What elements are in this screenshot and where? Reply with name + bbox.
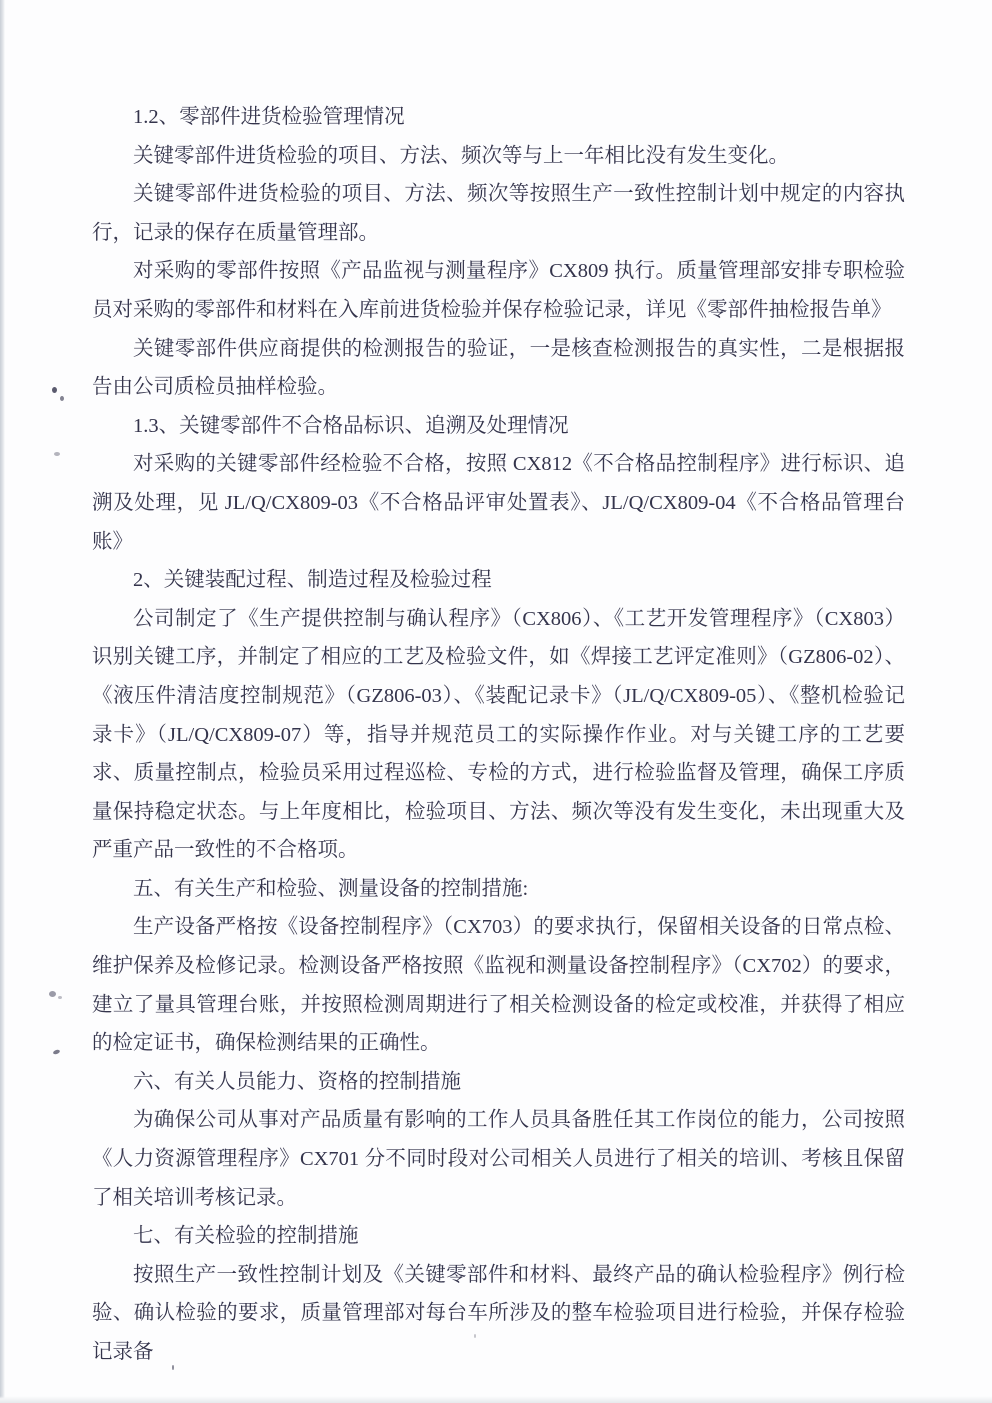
paragraph: 公司制定了《生产提供控制与确认程序》（CX806）、《工艺开发管理程序》（CX803）识别关键工序，并制定了相应的工艺及检验文件，如《焊接工艺评定准则》（GZ806-02）、《液压件清洁度控制规范》（GZ806-03）、《装配记录卡》（JL/Q/CX809-05）、《整机检验记录卡》（JL/Q/CX809-07）等，指导并规范员工的实际操作作业。对与关键工序的工艺要求、质量控制点，检验员采用过程巡检、专检的方式，进行检验监督及管理，确保工序质量保持稳定状态。与上年度相比，检验项目、方法、频次等没有发生变化，未出现重大及严重产品一致性的不合格项。: [92, 607, 905, 862]
section-heading: 七、有关检验的控制措施: [133, 1225, 359, 1248]
scan-edge-left: [0, 0, 5, 1403]
paragraph: 关键零部件供应商提供的检测报告的验证，一是核查检测报告的真实性，二是根据报告由公司质检员抽样检验。: [92, 337, 905, 399]
scan-speck: [53, 1049, 61, 1055]
paragraph: 对采购的零部件按照《产品监视与测量程序》CX809 执行。质量管理部安排专职检验员对采购的零部件和材料在入库前进货检验并保存检验记录，详见《零部件抽检报告单》: [92, 260, 905, 321]
scan-edge-bottom: [0, 1396, 992, 1403]
section-heading: 1.2、零部件进货检验管理情况: [133, 106, 405, 128]
document-body: [92, 98, 905, 1372]
scan-speck: [54, 452, 60, 456]
scan-speck: [52, 387, 57, 393]
section-heading: 2、关键装配过程、制造过程及检验过程: [133, 569, 492, 592]
paragraph: 关键零部件进货检验的项目、方法、频次等与上一年相比没有发生变化。: [133, 144, 789, 167]
section-heading: 1.3、关键零部件不合格品标识、追溯及处理情况: [133, 414, 569, 437]
paragraph: 生产设备严格按《设备控制程序》（CX703）的要求执行，保留相关设备的日常点检、维护保养及检修记录。检测设备严格按照《监视和测量设备控制程序》（CX702）的要求，建立了量具管理台账，并按照检测周期进行了相关检测设备的检定或校准，并获得了相应的检定证书，确保检测结果的正确性。: [92, 916, 905, 1055]
section-heading: 六、有关人员能力、资格的控制措施: [133, 1070, 461, 1093]
section-heading: 五、有关生产和检验、测量设备的控制措施:: [133, 877, 529, 900]
paragraph: 为确保公司从事对产品质量有影响的工作人员具备胜任其工作岗位的能力，公司按照《人力资源管理程序》CX701 分不同时段对公司相关人员进行了相关的培训、考核且保留了相关培训考核记录。: [92, 1109, 905, 1209]
paragraph: 关键零部件进货检验的项目、方法、频次等按照生产一致性控制计划中规定的内容执行，记录的保存在质量管理部。: [92, 183, 905, 244]
paragraph: 按照生产一致性控制计划及《关键零部件和材料、最终产品的确认检验程序》例行检验、确认检验的要求，质量管理部对每台车所涉及的整车检验项目进行检验，并保存检验记录备: [92, 1263, 905, 1363]
scan-speck: [58, 996, 62, 999]
scan-speck: [60, 396, 64, 401]
scan-speck: [49, 991, 56, 997]
paragraph: 对采购的关键零部件经检验不合格，按照 CX812《不合格品控制程序》进行标识、追溯及处理，见 JL/Q/CX809-03《不合格品评审处置表》、JL/Q/CX809-04《不合格品管理台账》: [92, 453, 905, 553]
